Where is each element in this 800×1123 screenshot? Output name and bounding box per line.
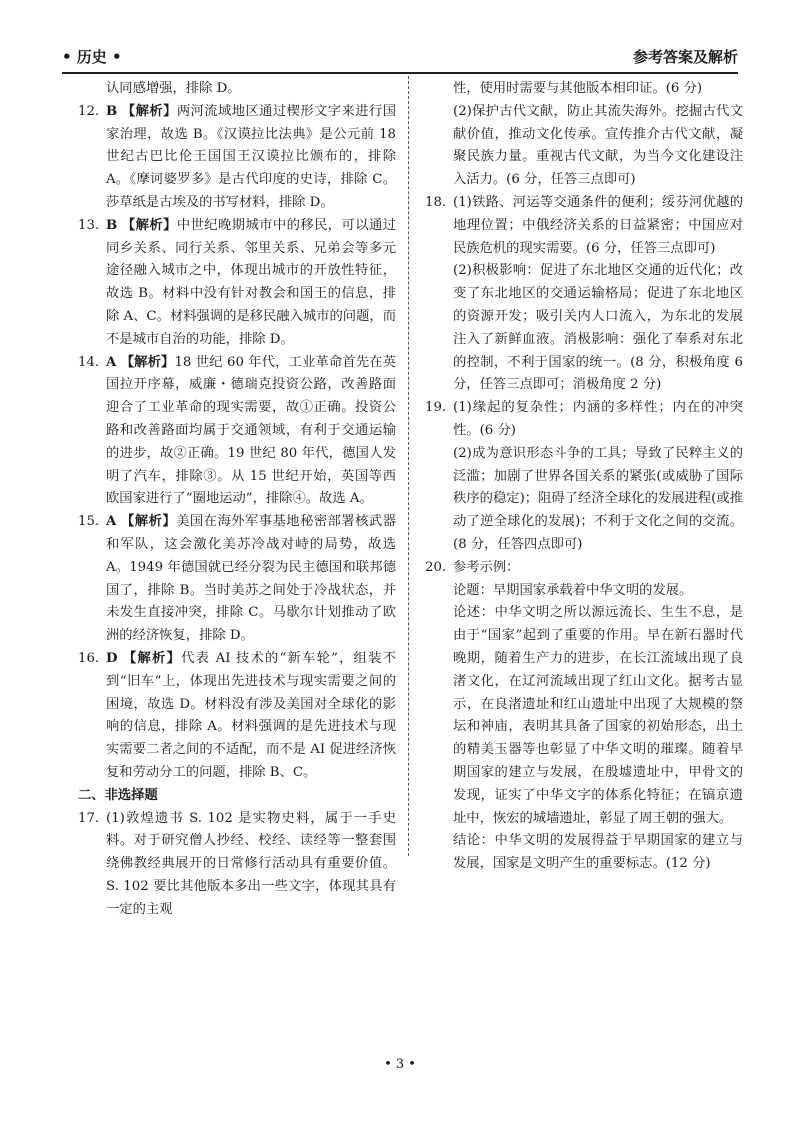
answer-letter: B [106, 217, 118, 233]
question-16 [78, 648, 396, 785]
question-number: 14. [78, 354, 100, 370]
page-header [62, 46, 738, 74]
answer-text: (1)缘起的复杂性；内涵的多样性；内在的冲突性。(6 分) [453, 400, 743, 438]
analysis-tag: 【解析】 [123, 650, 182, 666]
question-number: 17. [78, 810, 100, 826]
analysis-tag: 【解析】 [121, 103, 177, 119]
left-column [78, 78, 396, 921]
question-14 [78, 352, 396, 512]
question-17 [78, 808, 396, 922]
question-number: 18. [425, 194, 447, 210]
continued-text: 认同感增强，排除 D。 [106, 81, 241, 96]
question-number: 20. [425, 559, 447, 575]
question-12 [78, 101, 396, 215]
analysis-tag: 【解析】 [120, 354, 175, 370]
question-19 [425, 397, 743, 443]
answer-letter: A [106, 354, 117, 370]
question-number: 16. [78, 650, 100, 666]
question-number: 13. [78, 217, 100, 233]
answer-text: (1)铁路、河运等交通条件的便利；绥芬河优越的地理位置；中俄经济关系的日益紧密；中国应对民族危机的现实需要。(6 分，任答三点即可) [453, 194, 743, 256]
question-number: 12. [78, 103, 100, 119]
question-18 [425, 192, 743, 260]
question-17-part-2: (2)保护古代文献，防止其流失海外。挖掘古代文献价值，推动文化传承。宣传推介古代文献，凝聚民族力量。重视古代文献，为当今文化建设注入活力。(6 分，任答三点即可) [453, 103, 743, 188]
answer-letter: B [106, 103, 118, 119]
answer-letter: D [106, 650, 118, 666]
question-18-part-2: (2)积极影响：促进了东北地区交通的近代化；改变了东北地区的交通运输格局；促进了东北地区的资源开发；吸引关内人口流入，为东北的发展注入了新鲜血液。消极影响：强化了奉系对东北的控制，不利于国家的统一。(8 分，积极角度 6 分，任答三点即可；消极角度 2 分) [453, 263, 743, 393]
question-19-part-2: (2)成为意识形态斗争的工具；导致了民粹主义的泛滥；加剧了世界各国关系的紧张(或威胁了国际秩序的稳定)；阻碍了经济全球化的发展进程(或推动了逆全球化的发展)；不利于文化之间的交流。(8 分，任答四点即可) [453, 445, 743, 552]
question-20 [425, 557, 743, 580]
answer-letter: A [106, 514, 117, 530]
question-20-conclusion: 结论：中华文明的发展得益于早期国家的建立与发展，国家是文明产生的重要标志。(12 分) [453, 833, 743, 872]
question-13 [78, 215, 396, 352]
question-17-continued: 性，使用时需要与其他版本相印证。(6 分) [453, 81, 703, 96]
question-number: 19. [425, 400, 447, 416]
column-divider [408, 76, 409, 856]
header-title: 参考答案及解析 [632, 48, 738, 66]
answer-text: (1)敦煌遗书 S. 102 是实物史料，属于一手史料。对于研究僧人抄经、校经、读经等一整套围绕佛教经典展开的日常修行活动具有重要价值。S. 102 要比其他版本多出一些文字，体现其具有一定的主观 [106, 810, 396, 917]
analysis-tag: 【解析】 [121, 217, 177, 233]
page-number: • 3 • [384, 1057, 416, 1072]
analysis-text: 两河流域地区通过楔形文字来进行国家治理，故选 B。《汉谟拉比法典》是公元前 18 世纪古巴比伦王国国王汉谟拉比颁布的，排除 A。《摩诃婆罗多》是古代印度的史诗，排除 C。莎草纸是古埃及的书写材料，排除 D。 [106, 103, 396, 210]
answer-text: 参考示例： [453, 559, 520, 575]
question-15 [78, 511, 396, 648]
analysis-text: 18 世纪 60 年代，工业革命首先在英国拉开序幕，威廉・德瑞克投资公路，改善路面迎合了工业革命的现实需要，故①正确。投资公路和改善路面均属于交通领域，有利于交通运输的进步，故②正确。19 世纪 80 年代，德国人发明了汽车，排除③。从 15 世纪开始，英国等西欧国家进行了“圈地运动”，排除④。故选 A。 [106, 354, 396, 507]
question-20-argument: 论述：中华文明之所以源远流长、生生不息，是由于“国家”起到了重要的作用。早在新石器时代晚期，随着生产力的进步，在长江流域出现了良渚文化，在辽河流域出现了红山文化。据考古显示，在良渚遗址和红山遗址中出现了大规模的祭坛和神庙，表明其具备了国家的初始形态，出土的精美玉器等也彰显了中华文明的璀璨。随着早期国家的建立与发展，在殷墟遗址中，甲骨文的发现，证实了中华文字的体系化特征；在镐京遗址中，恢宏的城墙遗址，彰显了周王朝的强大。 [453, 605, 743, 826]
analysis-text: 美国在海外军事基地秘密部署核武器和军队，这会激化美苏冷战对峙的局势，故选 A。1949 年德国就已经分裂为民主德国和联邦德国了，排除 B。当时美苏之间处于冷战状态，并未发生直接冲突，排除 C。马歇尔计划推动了欧洲的经济恢复，排除 D。 [106, 514, 396, 644]
question-20-topic: 论题：早期国家承载着中华文明的发展。 [453, 582, 693, 598]
analysis-tag: 【解析】 [121, 514, 177, 530]
subject-label: • 历史 • [62, 48, 122, 66]
section-heading: 二、非选择题 [78, 787, 158, 803]
question-number: 15. [78, 514, 100, 530]
analysis-text: 中世纪晚期城市中的移民，可以通过同乡关系、同行关系、邻里关系、兄弟会等多元途径融入城市之中，体现出城市的开放性特征，故选 B。材料中没有针对教会和国王的信息，排除 A、C。材料强调的是移民融入城市的问题，而不是城市自治的功能，排除 D。 [106, 217, 396, 347]
right-column [425, 78, 743, 876]
analysis-text: 代表 AI 技术的“新车轮”，组装不到“旧车”上，体现出先进技术与现实需要之间的困境，故选 D。材料没有涉及美国对全球化的影响的信息，排除 A。材料强调的是先进技术与现实需要二者之间的不适配，而不是 AI 促进经济恢复和劳动分工的问题，排除 B、C。 [106, 650, 397, 780]
